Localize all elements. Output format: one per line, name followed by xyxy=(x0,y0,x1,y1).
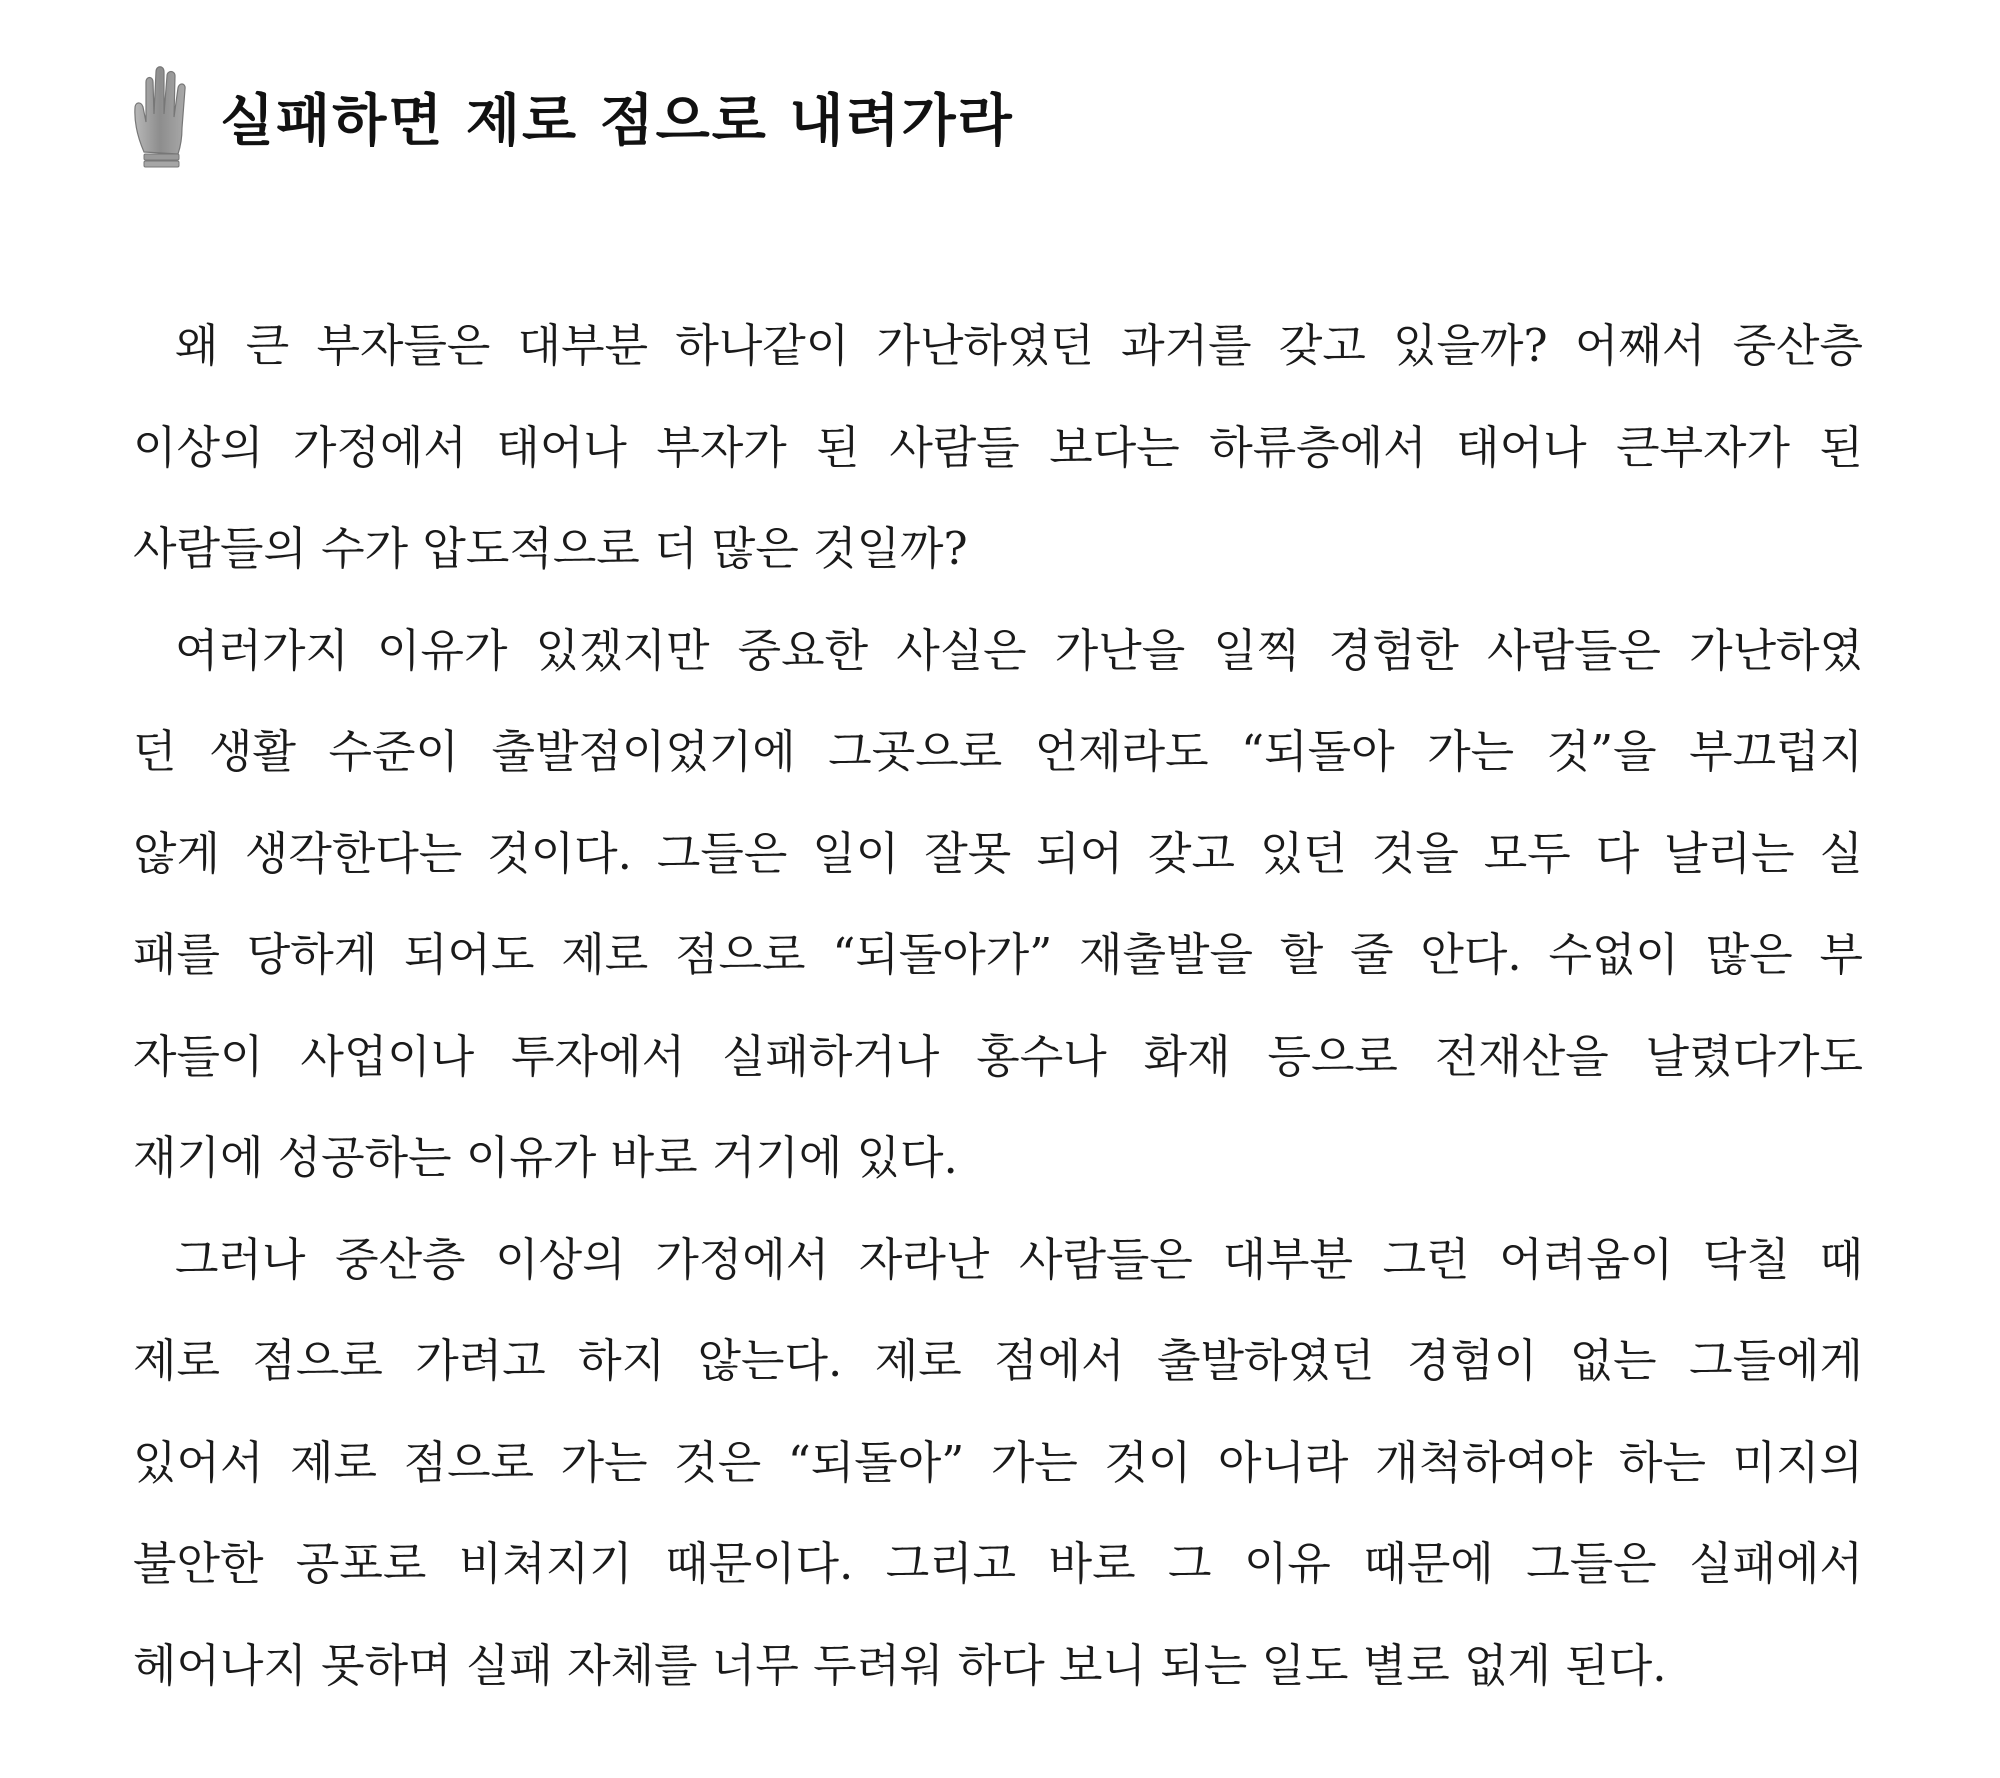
text-line: 있어서 제로 점으로 가는 것은 “되돌아” 가는 것이 아니라 개척하여야 하는 미지의 xyxy=(133,1435,1863,1489)
paragraph xyxy=(133,600,1863,1209)
text-line: 그러나 중산층 이상의 가정에서 자라난 사람들은 대부분 그런 어려움이 닥칠 때 xyxy=(175,1232,1863,1286)
page-title: 실패하면 제로 점으로 내려가라 xyxy=(220,89,1014,154)
section-heading xyxy=(130,62,1014,172)
text-line: 왜 큰 부자들은 대부분 하나같이 가난하였던 과거를 갖고 있을까? 어째서 중산층 xyxy=(175,319,1863,372)
paragraph xyxy=(133,295,1863,600)
text-line: 여러가지 이유가 있겠지만 중요한 사실은 가난을 일찍 경험한 사람들은 가난하였 xyxy=(175,623,1863,677)
text-line: 않게 생각한다는 것이다. 그들은 일이 잘못 되어 갖고 있던 것을 모두 다 날리는 실 xyxy=(133,826,1863,880)
text-line: 이상의 가정에서 태어나 부자가 된 사람들 보다는 하류층에서 태어나 큰부자가 된 xyxy=(133,420,1863,474)
text-line: 패를 당하게 되어도 제로 점으로 “되돌아가” 재출발을 할 줄 안다. 수없이 많은 부 xyxy=(133,928,1863,981)
text-line: 불안한 공포로 비쳐지기 때문이다. 그리고 바로 그 이유 때문에 그들은 실패에서 xyxy=(133,1537,1863,1590)
text-line: 사람들의 수가 압도적으로 더 많은 것일까? xyxy=(133,522,968,575)
text-line: 헤어나지 못하며 실패 자체를 너무 두려워 하다 보니 되는 일도 별로 없게 된다. xyxy=(133,1638,1667,1692)
paragraph xyxy=(133,1209,1863,1717)
text-line: 던 생활 수준이 출발점이었기에 그곳으로 언제라도 “되돌아 가는 것”을 부끄럽지 xyxy=(133,725,1863,778)
text-line: 제로 점으로 가려고 하지 않는다. 제로 점에서 출발하였던 경험이 없는 그들에게 xyxy=(133,1334,1863,1387)
text-line: 재기에 성공하는 이유가 바로 거기에 있다. xyxy=(133,1131,958,1184)
raised-hand-icon xyxy=(130,62,194,172)
body-text xyxy=(133,295,1863,1716)
text-line: 자들이 사업이나 투자에서 실패하거나 홍수나 화재 등으로 전재산을 날렸다가도 xyxy=(133,1029,1863,1083)
